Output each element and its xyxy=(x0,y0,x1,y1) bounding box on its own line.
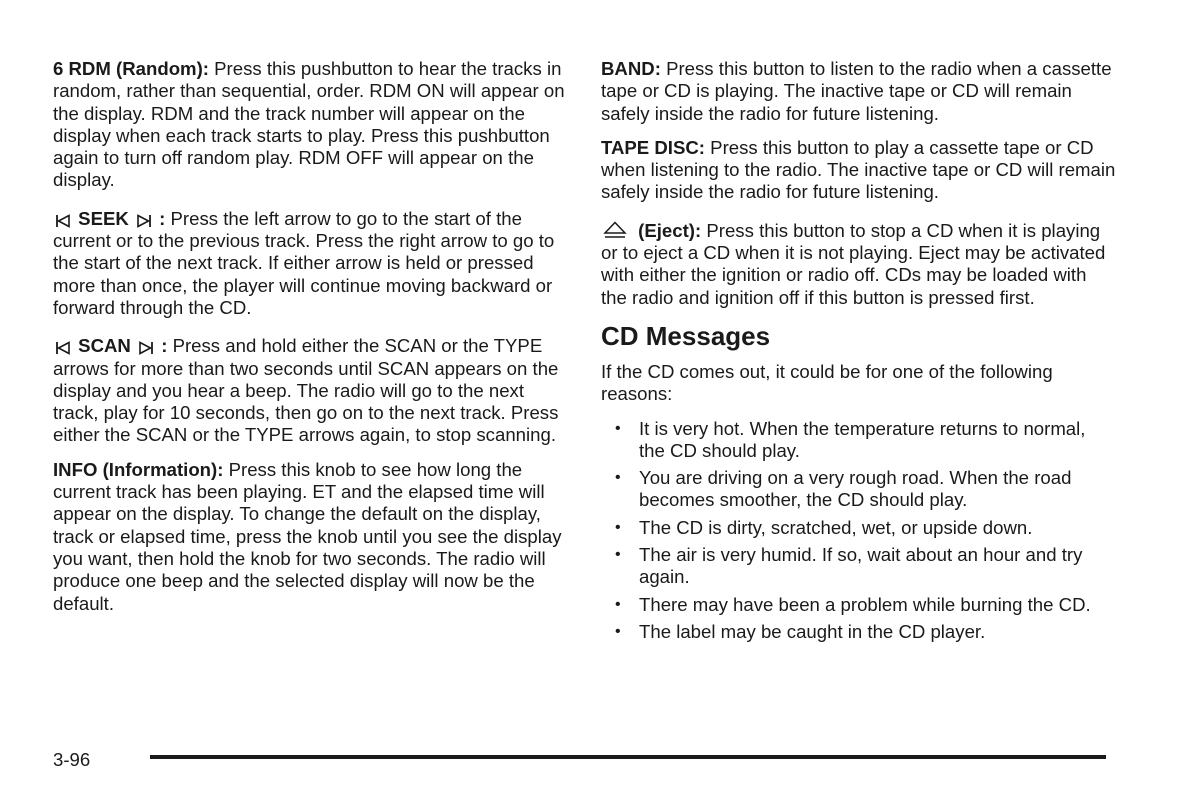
rdm-text: Press this pushbutton to hear the tracks in random, rather than sequential, order. RDM ON will appear on the display. RDM and the track number will appear on the display when each track starts to play. Press this pushbutton again to turn off random play. RDM OFF will appear on the display. xyxy=(53,58,565,191)
eject-paragraph xyxy=(601,220,1116,309)
scan-colon: : xyxy=(161,335,168,357)
seek-label: SEEK xyxy=(78,207,129,229)
info-paragraph xyxy=(53,459,568,615)
list-item xyxy=(601,517,1116,539)
band-paragraph xyxy=(601,58,1116,125)
eject-icon xyxy=(603,221,627,239)
scan-forward-icon xyxy=(138,341,154,355)
cd-messages-heading: CD Messages xyxy=(601,320,771,351)
scan-label: SCAN xyxy=(78,335,131,357)
list-item xyxy=(601,544,1116,589)
seek-colon: : xyxy=(159,207,166,229)
eject-text: Press this button to stop a CD when it is playing or to eject a CD when it is not playing. Eject may be activated with either the ignition or radio off. CDs may be loaded with the radio and ignition off if this button is pressed first. xyxy=(601,219,1106,308)
list-item-text: The air is very humid. If so, wait about an hour and try again. xyxy=(639,544,1083,588)
page-number: 3-96 xyxy=(53,749,91,770)
band-text: Press this button to listen to the radio when a cassette tape or CD is playing. The inactive tape or CD will remain safely inside the radio for future listening. xyxy=(601,58,1112,124)
cd-messages-list xyxy=(601,418,1116,644)
seek-text: Press the left arrow to go to the start of the current or to the previous track. Press the right arrow to go to the start of the next track. If either arrow is held or pressed more than once, the player will continue moving backward or forward through the CD. xyxy=(53,207,555,318)
info-text: Press this knob to see how long the current track has been playing. ET and the elapsed time will appear on the display. To change the default on the display, track or elapsed time, press the knob until you see the display you want, then hold the knob for two seconds. The radio will produce one beep and the selected display will now be the default. xyxy=(53,458,562,614)
footer-rule xyxy=(150,755,1106,759)
bullet-icon: • xyxy=(615,546,621,564)
bullet-icon: • xyxy=(615,595,621,613)
list-item-text: It is very hot. When the temperature returns to normal, the CD should play. xyxy=(639,417,1086,461)
list-item-text: The label may be caught in the CD player. xyxy=(639,620,986,642)
scan-paragraph xyxy=(53,335,568,446)
band-label: BAND: xyxy=(601,58,661,79)
bullet-icon: • xyxy=(615,518,621,536)
list-item xyxy=(601,467,1116,512)
tape-disc-text: Press this button to play a cassette tape or CD when listening to the radio. The inactive tape or CD will remain safely inside the radio for future listening. xyxy=(601,136,1116,203)
tape-disc-label: TAPE DISC: xyxy=(601,136,705,158)
bullet-icon: • xyxy=(615,419,621,437)
rdm-label: 6 RDM (Random): xyxy=(53,58,209,79)
left-column xyxy=(53,58,568,627)
rdm-paragraph xyxy=(53,58,568,192)
seek-forward-icon xyxy=(136,214,152,228)
scan-text: Press and hold either the SCAN or the TYPE arrows for more than two seconds until SCAN appears on the display and you hear a beep. The radio will go to the next track, play for 10 seconds, then go on to the next track. Press either the SCAN or the TYPE arrows again, to stop scanning. xyxy=(53,335,559,446)
tape-disc-paragraph xyxy=(601,137,1116,204)
seek-paragraph xyxy=(53,208,568,319)
list-item xyxy=(601,621,1116,643)
list-item-text: The CD is dirty, scratched, wet, or upside down. xyxy=(639,516,1033,538)
scan-back-icon xyxy=(55,341,71,355)
bullet-icon: • xyxy=(615,469,621,487)
eject-label: (Eject): xyxy=(638,219,702,241)
info-label: INFO (Information): xyxy=(53,458,224,480)
seek-back-icon xyxy=(55,214,71,228)
list-item-text: There may have been a problem while burning the CD. xyxy=(639,593,1091,615)
list-item xyxy=(601,418,1116,463)
cd-messages-intro: If the CD comes out, it could be for one of the following reasons: xyxy=(601,360,1053,405)
list-item xyxy=(601,594,1116,616)
right-column xyxy=(601,58,1116,648)
bullet-icon: • xyxy=(615,622,621,640)
list-item-text: You are driving on a very rough road. When the road becomes smoother, the CD should play. xyxy=(639,467,1072,511)
